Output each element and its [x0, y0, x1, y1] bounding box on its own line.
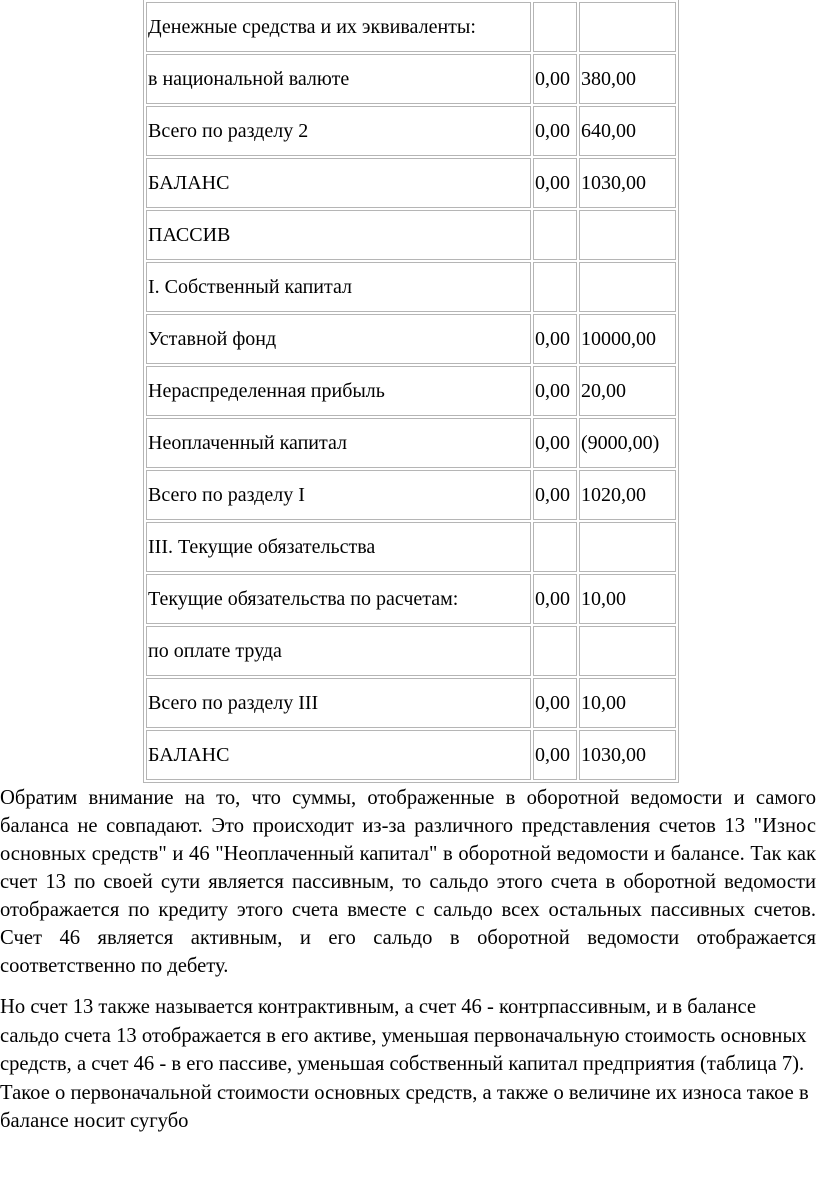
row-start-value: 0,00	[533, 574, 577, 624]
table-row	[146, 158, 676, 208]
row-label: БАЛАНС	[146, 158, 531, 208]
row-start-value	[533, 522, 577, 572]
row-label: Денежные средства и их эквиваленты:	[146, 2, 531, 52]
table-row	[146, 54, 676, 104]
row-start-value: 0,00	[533, 418, 577, 468]
table-row	[146, 262, 676, 312]
table-row	[146, 730, 676, 780]
row-label: по оплате труда	[146, 626, 531, 676]
table-row	[146, 626, 676, 676]
row-end-value: 10000,00	[579, 314, 676, 364]
row-label: Неоплаченный капитал	[146, 418, 531, 468]
table-row	[146, 366, 676, 416]
row-end-value	[579, 210, 676, 260]
row-label: Всего по разделу III	[146, 678, 531, 728]
row-label: Всего по разделу I	[146, 470, 531, 520]
row-label: ПАССИВ	[146, 210, 531, 260]
row-start-value: 0,00	[533, 470, 577, 520]
table-row	[146, 314, 676, 364]
table-row	[146, 678, 676, 728]
table-row	[146, 2, 676, 52]
row-start-value	[533, 262, 577, 312]
table-row	[146, 418, 676, 468]
row-end-value: 10,00	[579, 678, 676, 728]
row-label: Уставной фонд	[146, 314, 531, 364]
row-start-value: 0,00	[533, 158, 577, 208]
row-start-value: 0,00	[533, 678, 577, 728]
row-end-value	[579, 2, 676, 52]
row-label: Нераспределенная прибыль	[146, 366, 531, 416]
table-row	[146, 210, 676, 260]
row-label: в национальной валюте	[146, 54, 531, 104]
row-label: БАЛАНС	[146, 730, 531, 780]
row-end-value	[579, 262, 676, 312]
row-end-value: 1020,00	[579, 470, 676, 520]
row-end-value	[579, 626, 676, 676]
row-end-value	[579, 522, 676, 572]
row-label: Всего по разделу 2	[146, 106, 531, 156]
row-end-value: 380,00	[579, 54, 676, 104]
table-row	[146, 522, 676, 572]
row-label: Текущие обязательства по расчетам:	[146, 574, 531, 624]
row-end-value: 1030,00	[579, 730, 676, 780]
table-row	[146, 470, 676, 520]
table-row	[146, 574, 676, 624]
row-start-value: 0,00	[533, 106, 577, 156]
row-start-value	[533, 210, 577, 260]
row-end-value: (9000,00)	[579, 418, 676, 468]
row-label: III. Текущие обязательства	[146, 522, 531, 572]
row-start-value: 0,00	[533, 54, 577, 104]
row-label: I. Собственный капитал	[146, 262, 531, 312]
body-text	[0, 784, 816, 1136]
balance-table	[143, 0, 679, 783]
paragraph-1: Обратим внимание на то, что суммы, отображенные в оборотной ведомости и самого баланса не совпадают. Это происходит из-за различного представления счетов 13 "Износ основных средств" и 46 "Неоплаченный капитал" в оборотной ведомости и балансе. Так как счет 13 по своей сути является пассивным, то сальдо этого счета в оборотной ведомости отображается по кредиту этого счета вместе с сальдо всех остальных пассивных счетов. Счет 46 является активным, и его сальдо в оборотной ведомости отображается соответственно по дебету.	[0, 787, 816, 977]
row-end-value: 20,00	[579, 366, 676, 416]
balance-table-body	[146, 2, 676, 780]
row-end-value: 1030,00	[579, 158, 676, 208]
row-start-value	[533, 2, 577, 52]
paragraph-2: Но счет 13 также называется контрактивным, а счет 46 - контрпассивным, и в балансе сальдо счета 13 отображается в его активе, уменьшая первоначальную стоимость основных средств, а счет 46 - в его пассиве, уменьшая собственный капитал предприятия (таблица 7). Такое о первоначальной стоимости основных средств, а также о величине их износа такое в балансе носит сугубо	[0, 996, 809, 1132]
table-row	[146, 106, 676, 156]
row-start-value: 0,00	[533, 314, 577, 364]
row-end-value: 640,00	[579, 106, 676, 156]
row-end-value: 10,00	[579, 574, 676, 624]
row-start-value: 0,00	[533, 366, 577, 416]
row-start-value: 0,00	[533, 730, 577, 780]
row-start-value	[533, 626, 577, 676]
